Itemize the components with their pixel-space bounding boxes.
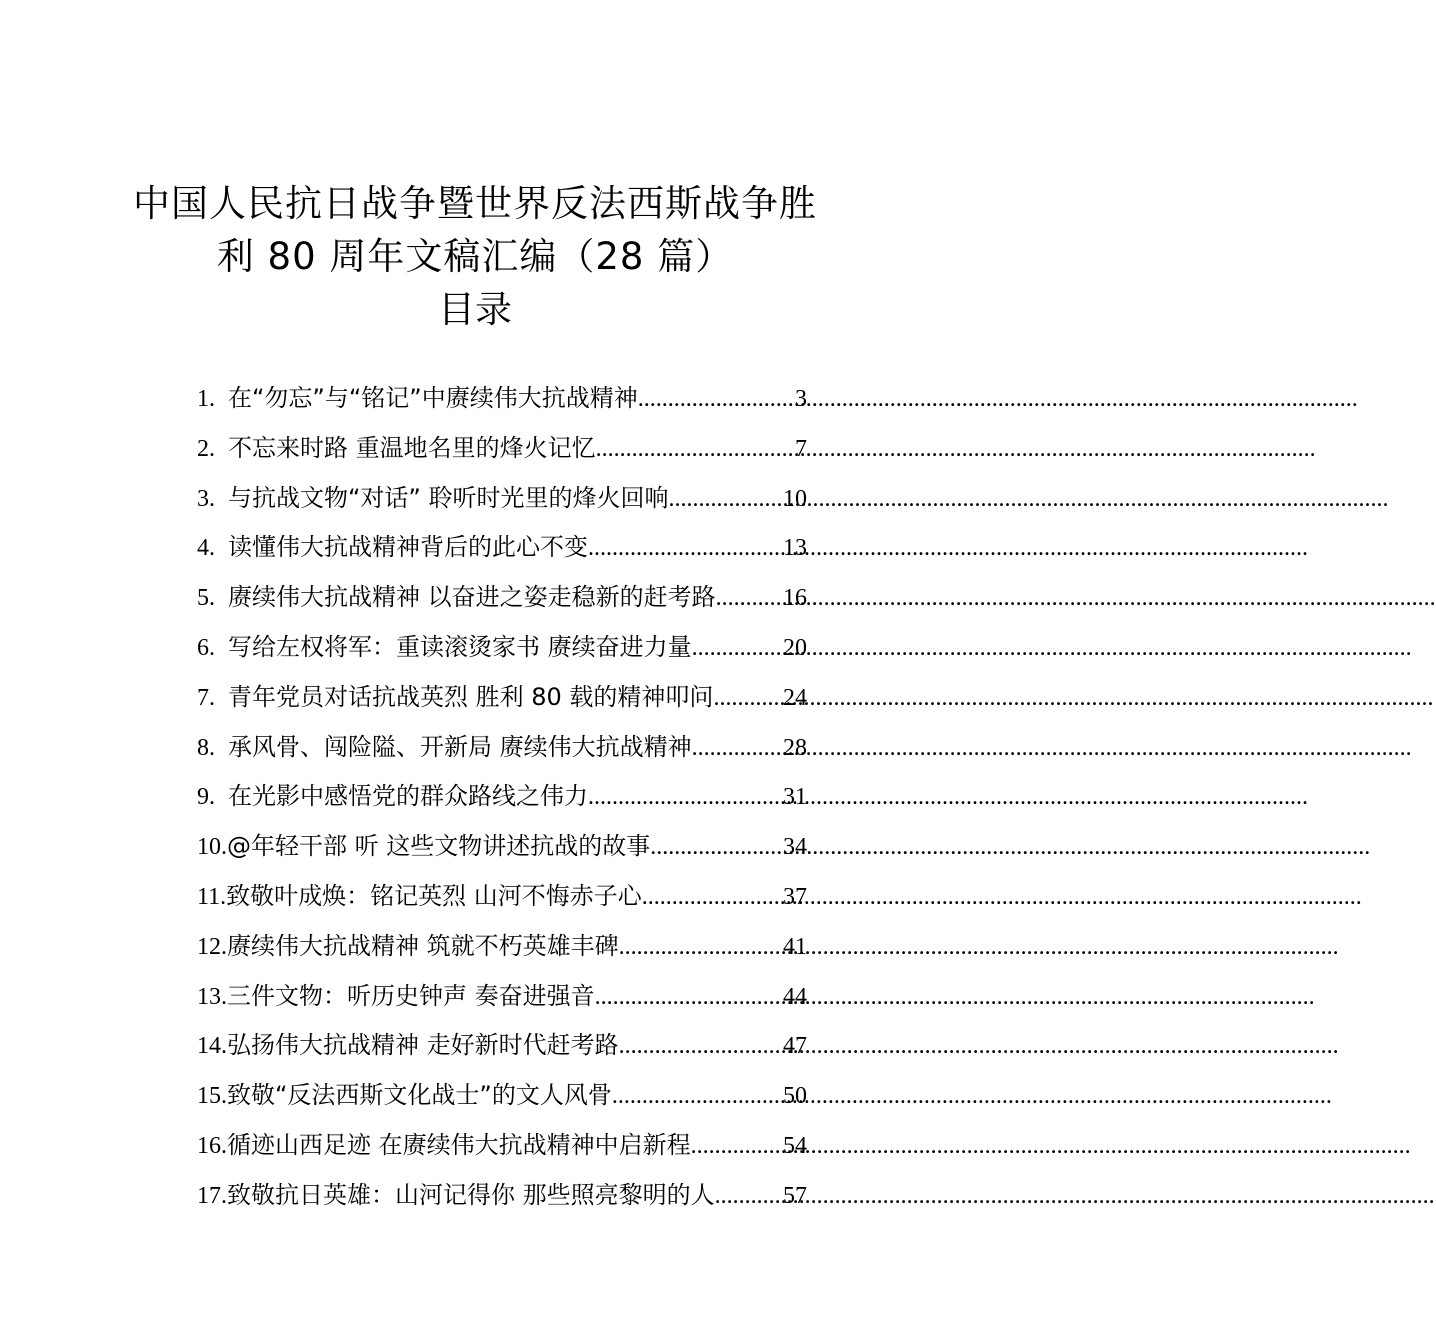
toc-dot-leader — [713, 674, 783, 724]
toc-entry-page-number: 31 — [783, 784, 807, 811]
toc-entry-page-number: 10 — [783, 485, 807, 512]
toc-entry-title: 读懂伟大抗战精神背后的此心不变 — [228, 533, 588, 562]
toc-entry-title: 青年党员对话抗战英烈 胜利 80 载的精神叩问 — [228, 682, 714, 711]
toc-entry[interactable] — [197, 822, 807, 872]
toc-entry[interactable] — [197, 723, 807, 773]
toc-entry-title: 赓续伟大抗战精神 筑就不朽英雄丰碑 — [227, 931, 619, 960]
toc-dot-leader — [642, 873, 783, 923]
toc-entry-page-number: 47 — [783, 1033, 807, 1060]
toc-entry-page-number: 50 — [783, 1083, 807, 1110]
toc-dot-leader — [715, 1172, 783, 1222]
toc-entry-title: @年轻干部 听 这些文物讲述抗战的故事 — [227, 832, 651, 861]
toc-entry[interactable] — [197, 673, 807, 723]
document-title-line-2: 利 80 周年文稿汇编（28 篇） — [216, 235, 734, 278]
toc-entry[interactable] — [197, 872, 807, 922]
toc-dot-leader — [650, 823, 783, 873]
toc-entry-number: 9. — [197, 784, 215, 811]
toc-entry-number: 8. — [197, 734, 215, 761]
toc-entry-number: 15. — [197, 1083, 227, 1110]
toc-entry-page-number: 3 — [795, 386, 807, 412]
toc-dot-leader — [691, 1122, 783, 1172]
toc-dot-leader — [638, 375, 795, 425]
toc-entry-number: 13. — [197, 983, 227, 1010]
toc-entry-title: 赓续伟大抗战精神 以奋进之姿走稳新的赶考路 — [228, 583, 716, 612]
toc-entry-page-number: 37 — [783, 883, 807, 910]
toc-dot-leader — [596, 425, 795, 475]
toc-entry-number: 3. — [197, 485, 215, 512]
toc-entry[interactable] — [197, 424, 807, 474]
toc-entry-title: 三件文物：听历史钟声 奏奋进强音 — [227, 981, 595, 1010]
toc-entry-page-number: 24 — [783, 684, 807, 711]
toc-entry-number: 6. — [197, 634, 215, 661]
toc-dot-leader — [619, 1022, 783, 1072]
toc-entry-title: 致敬叶成焕：铭记英烈 山河不悔赤子心 — [226, 881, 642, 910]
toc-dot-leader — [669, 475, 784, 525]
toc-entry-page-number: 44 — [783, 983, 807, 1010]
toc-entry[interactable] — [197, 1021, 807, 1071]
toc-entry-number: 10. — [197, 834, 227, 861]
toc-entry[interactable] — [197, 772, 807, 822]
toc-entry-title: 在“勿忘”与“铭记”中赓续伟大抗战精神 — [228, 384, 638, 412]
toc-dot-leader — [588, 524, 783, 574]
toc-entry[interactable] — [197, 1121, 807, 1171]
toc-dot-leader — [612, 1072, 783, 1122]
document-title-line-1: 中国人民抗日战争暨世界反法西斯战争胜 — [133, 182, 817, 225]
toc-entry-page-number: 41 — [783, 933, 807, 960]
toc-dot-leader — [595, 973, 783, 1023]
toc-entry-number: 17. — [197, 1182, 227, 1209]
toc-dot-leader — [692, 724, 783, 774]
toc-dot-leader — [692, 624, 783, 674]
toc-entry-page-number: 13 — [783, 535, 807, 562]
toc-entry-page-number: 34 — [783, 834, 807, 861]
toc-entry-number: 16. — [197, 1132, 227, 1159]
toc-entry-number: 5. — [197, 585, 215, 612]
toc-entry-number: 11. — [197, 883, 227, 910]
toc-entry[interactable] — [197, 523, 807, 573]
toc-entry-number: 12. — [197, 933, 227, 960]
toc-heading: 目录 — [438, 288, 512, 331]
toc-entry-title: 弘扬伟大抗战精神 走好新时代赶考路 — [227, 1031, 619, 1060]
toc-entry-title: 写给左权将军：重读滚烫家书 赓续奋进力量 — [228, 632, 692, 661]
toc-entry-number: 1. — [197, 386, 215, 412]
toc-entry-title: 与抗战文物“对话” 聆听时光里的烽火回响 — [228, 483, 669, 512]
toc-entry-title: 不忘来时路 重温地名里的烽火记忆 — [228, 433, 596, 462]
toc-dot-leader — [716, 574, 783, 624]
toc-entry[interactable] — [197, 1171, 807, 1221]
toc-entry-title: 循迹山西足迹 在赓续伟大抗战精神中启新程 — [227, 1130, 691, 1159]
toc-entry-number: 14. — [197, 1033, 227, 1060]
toc-entry[interactable] — [197, 1071, 807, 1121]
document-header — [0, 177, 950, 336]
toc-entry-page-number: 54 — [783, 1132, 807, 1159]
toc-entry-page-number: 57 — [783, 1182, 807, 1209]
toc-entry-page-number: 28 — [783, 734, 807, 761]
toc-entry[interactable] — [197, 374, 807, 424]
toc-entry-number: 2. — [197, 435, 215, 462]
toc-entry[interactable] — [197, 972, 807, 1022]
toc-entry[interactable] — [197, 922, 807, 972]
toc-entry-page-number: 16 — [783, 585, 807, 612]
toc-entry-page-number: 20 — [783, 634, 807, 661]
toc-entry[interactable] — [197, 623, 807, 673]
toc-entry-title: 致敬“反法西斯文化战士”的文人风骨 — [227, 1081, 612, 1110]
toc-entry[interactable] — [197, 474, 807, 524]
toc-entry-number: 7. — [197, 684, 215, 711]
table-of-contents — [197, 374, 807, 1221]
toc-entry-page-number: 7 — [795, 435, 807, 462]
toc-entry-title: 在光影中感悟党的群众路线之伟力 — [228, 782, 588, 811]
toc-entry-number: 4. — [197, 535, 215, 562]
toc-entry-title: 承风骨、闯险隘、开新局 赓续伟大抗战精神 — [228, 732, 692, 761]
toc-dot-leader — [619, 923, 783, 973]
toc-entry-title: 致敬抗日英雄：山河记得你 那些照亮黎明的人 — [227, 1180, 715, 1209]
toc-entry[interactable] — [197, 573, 807, 623]
toc-dot-leader — [588, 773, 783, 823]
